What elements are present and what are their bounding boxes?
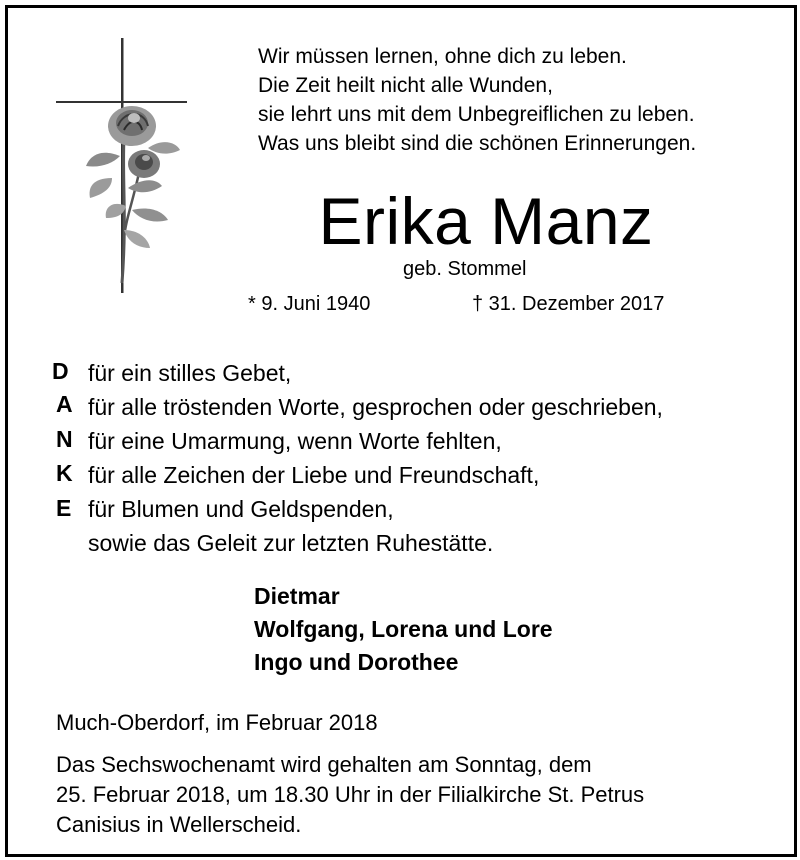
acrostic-letter: D: [52, 358, 69, 384]
poem-line: sie lehrt uns mit dem Unbegreiflichen zu leben.: [258, 103, 695, 126]
signer-line: Wolfgang, Lorena und Lore: [254, 616, 553, 642]
place-date: Much-Oberdorf, im Februar 2018: [56, 710, 378, 735]
notice-line: Canisius in Wellerscheid.: [56, 812, 302, 837]
poem-line: Die Zeit heilt nicht alle Wunden,: [258, 74, 553, 97]
acrostic-letter: E: [56, 495, 72, 521]
thanks-line: für eine Umarmung, wenn Worte fehlten,: [88, 428, 502, 454]
acrostic-letter: K: [56, 460, 73, 486]
signer-line: Dietmar: [254, 583, 340, 609]
notice-line: 25. Februar 2018, um 18.30 Uhr in der Filialkirche St. Petrus: [56, 782, 645, 807]
acrostic-letter: A: [56, 391, 73, 417]
deceased-name: Erika Manz: [318, 184, 654, 258]
thanks-line: für alle tröstenden Worte, gesprochen oder geschrieben,: [88, 394, 663, 420]
poem-line: Wir müssen lernen, ohne dich zu leben.: [258, 45, 627, 68]
poem: [258, 42, 696, 158]
signers: [254, 580, 553, 679]
cross-with-rose-illustration: [52, 38, 192, 298]
death-date: † 31. Dezember 2017: [472, 293, 665, 315]
acrostic-letter: N: [56, 426, 73, 452]
memorial-service-notice: [56, 750, 644, 840]
maiden-name: geb. Stommel: [403, 258, 527, 280]
thanks-line: sowie das Geleit zur letzten Ruhestätte.: [88, 530, 494, 556]
thanks-list: [88, 356, 663, 560]
thanks-line: für Blumen und Geldspenden,: [88, 496, 394, 522]
birth-date: * 9. Juni 1940: [248, 293, 371, 315]
thanks-line: für alle Zeichen der Liebe und Freundschaft,: [88, 462, 540, 488]
danke-acrostic: [52, 356, 73, 525]
notice-line: Das Sechswochenamt wird gehalten am Sonntag, dem: [56, 752, 592, 777]
poem-line: Was uns bleibt sind die schönen Erinnerungen.: [258, 132, 697, 155]
thanks-line: für ein stilles Gebet,: [88, 360, 292, 386]
signer-line: Ingo und Dorothee: [254, 649, 459, 675]
obituary-notice: [5, 5, 797, 857]
